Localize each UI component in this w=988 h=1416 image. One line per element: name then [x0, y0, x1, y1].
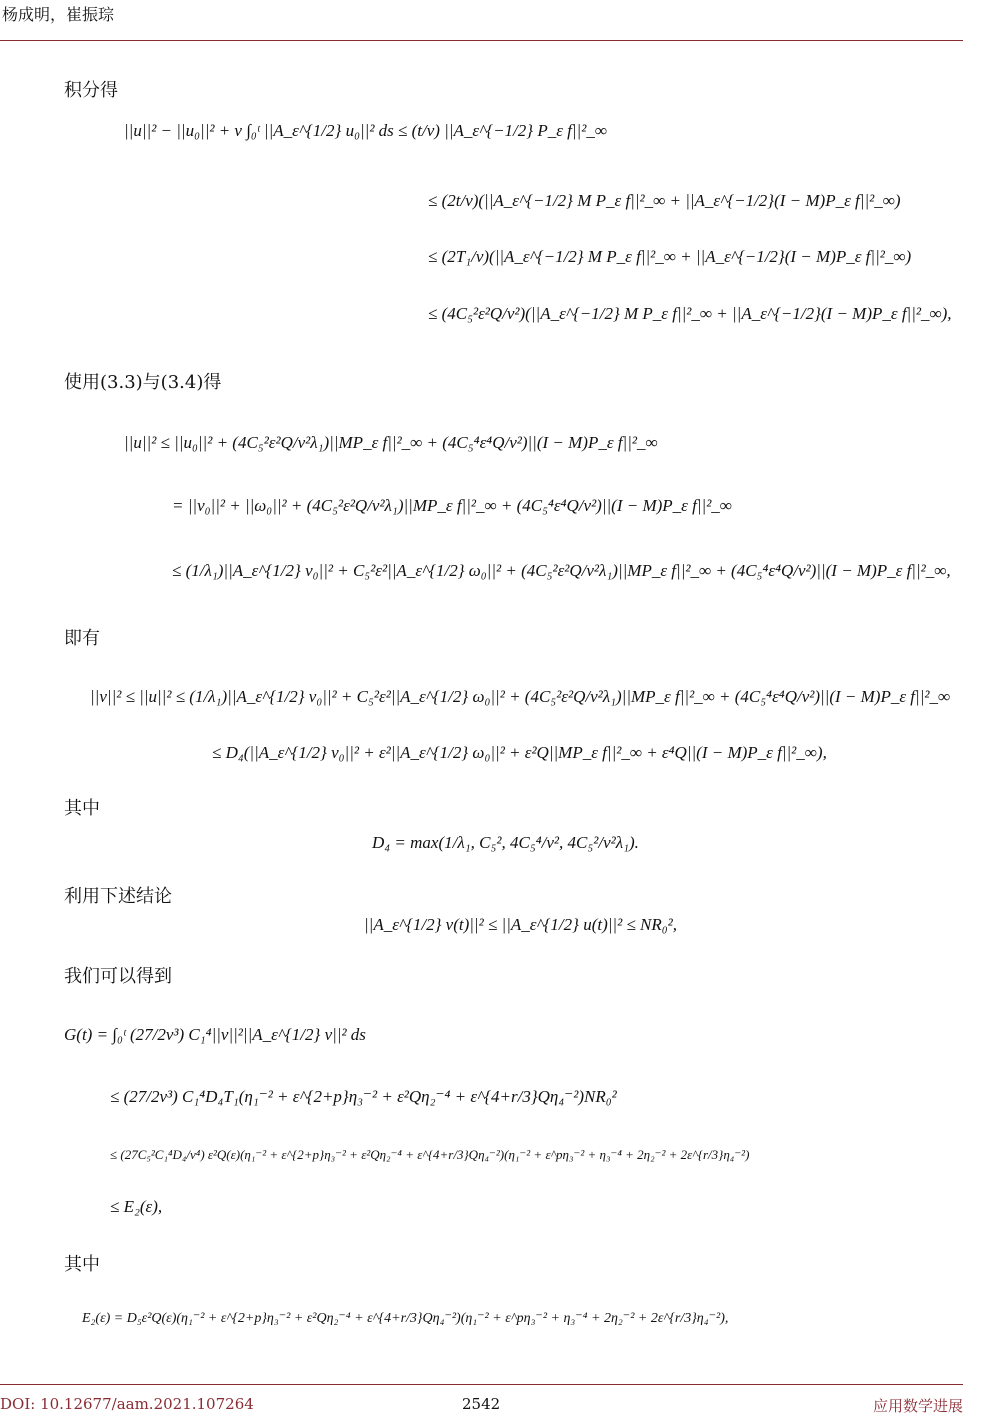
- paragraph-7: 其中: [64, 1254, 100, 1275]
- equation-15: ≤ E₂(ε),: [110, 1197, 163, 1216]
- equation-1: ||u||² − ||u₀||² + ν ∫₀ᵗ ||A_ε^{1/2} u₀||² ds ≤ (t/ν) ||A_ε^{−1/2} P_ε f||²_∞: [124, 121, 607, 140]
- equation-6: = ||v₀||² + ||ω₀||² + (4C₅²ε²Q/ν²λ₁)||MP_ε f||²_∞ + (4C₅⁴ε⁴Q/ν²)||(I − M)P_ε f||²_∞: [172, 496, 732, 515]
- equation-9: ≤ D₄(||A_ε^{1/2} v₀||² + ε²||A_ε^{1/2} ω₀||² + ε²Q||MP_ε f||²_∞ + ε⁴Q||(I − M)P_ε f||²_∞),: [212, 743, 827, 762]
- equation-4: ≤ (4C₅²ε²Q/ν²)(||A_ε^{−1/2} M P_ε f||²_∞ + ||A_ε^{−1/2}(I − M)P_ε f||²_∞),: [428, 304, 952, 323]
- paragraph-6: 我们可以得到: [64, 966, 172, 987]
- paragraph-1: 积分得: [64, 80, 118, 101]
- paragraph-4: 其中: [64, 798, 100, 819]
- footer-journal-link[interactable]: 应用数学进展: [872, 1397, 963, 1415]
- equation-3: ≤ (2T₁/ν)(||A_ε^{−1/2} M P_ε f||²_∞ + ||A_ε^{−1/2}(I − M)P_ε f||²_∞): [428, 247, 912, 266]
- equation-16: E₂(ε) = D₅ε²Q(ε)(η₁⁻² + ε^{2+p}η₃⁻² + ε²Qη₂⁻⁴ + ε^{4+r/3}Qη₄⁻²)(η₁⁻² + ε^pη₃⁻² + η₃⁻⁴ + 2η₂⁻² + 2ε^{r/3}η₄⁻²),: [82, 1311, 729, 1326]
- paragraph-5: 利用下述结论: [64, 886, 172, 907]
- page-number: 2542: [462, 1395, 501, 1413]
- footer-rule: [0, 1384, 963, 1385]
- equation-7: ≤ (1/λ₁)||A_ε^{1/2} v₀||² + C₅²ε²||A_ε^{1/2} ω₀||² + (4C₅²ε²Q/ν²λ₁)||MP_ε f||²_∞ + (4C₅⁴ε⁴Q/ν²)||(I − M)P_ε f||²_∞,: [172, 561, 951, 580]
- footer-doi-link[interactable]: DOI: 10.12677/aam.2021.107264: [0, 1395, 254, 1413]
- equation-5: ||u||² ≤ ||u₀||² + (4C₅²ε²Q/ν²λ₁)||MP_ε f||²_∞ + (4C₅⁴ε⁴Q/ν²)||(I − M)P_ε f||²_∞: [124, 433, 658, 452]
- equation-10: D₄ = max(1/λ₁, C₅², 4C₅⁴/ν², 4C₅²/ν²λ₁).: [372, 833, 639, 852]
- equation-13: ≤ (27/2ν³) C₁⁴D₄T₁(η₁⁻² + ε^{2+p}η₃⁻² + ε²Qη₂⁻⁴ + ε^{4+r/3}Qη₄⁻²)NR₀²: [110, 1087, 617, 1106]
- equation-14: ≤ (27C₅²C₁⁴D₄/ν⁴) ε²Q(ε)(η₁⁻² + ε^{2+p}η₃⁻² + ε²Qη₂⁻⁴ + ε^{4+r/3}Qη₄⁻²)(η₁⁻² + ε^pη₃⁻² + η₃⁻⁴ + 2η₂⁻² + 2ε^{r/3}η₄⁻²): [110, 1147, 750, 1162]
- paragraph-2: 使用(3.3)与(3.4)得: [64, 372, 222, 393]
- header-authors: 杨成明，崔振琮: [2, 5, 115, 24]
- equation-11: ||A_ε^{1/2} v(t)||² ≤ ||A_ε^{1/2} u(t)||² ≤ NR₀²,: [364, 915, 678, 934]
- page-footer: [0, 1384, 988, 1414]
- equation-2: ≤ (2t/ν)(||A_ε^{−1/2} M P_ε f||²_∞ + ||A_ε^{−1/2}(I − M)P_ε f||²_∞): [428, 191, 901, 210]
- equation-8: ||v||² ≤ ||u||² ≤ (1/λ₁)||A_ε^{1/2} v₀||² + C₅²ε²||A_ε^{1/2} ω₀||² + (4C₅²ε²Q/ν²λ₁)||MP_ε f||²_∞ + (4C₅⁴ε⁴Q/ν²)||(I − M)P_ε f||²_∞: [90, 687, 951, 706]
- paragraph-3: 即有: [64, 628, 100, 649]
- equation-12: G(t) = ∫₀ᵗ (27/2ν³) C₁⁴||v||²||A_ε^{1/2} v||² ds: [64, 1025, 366, 1044]
